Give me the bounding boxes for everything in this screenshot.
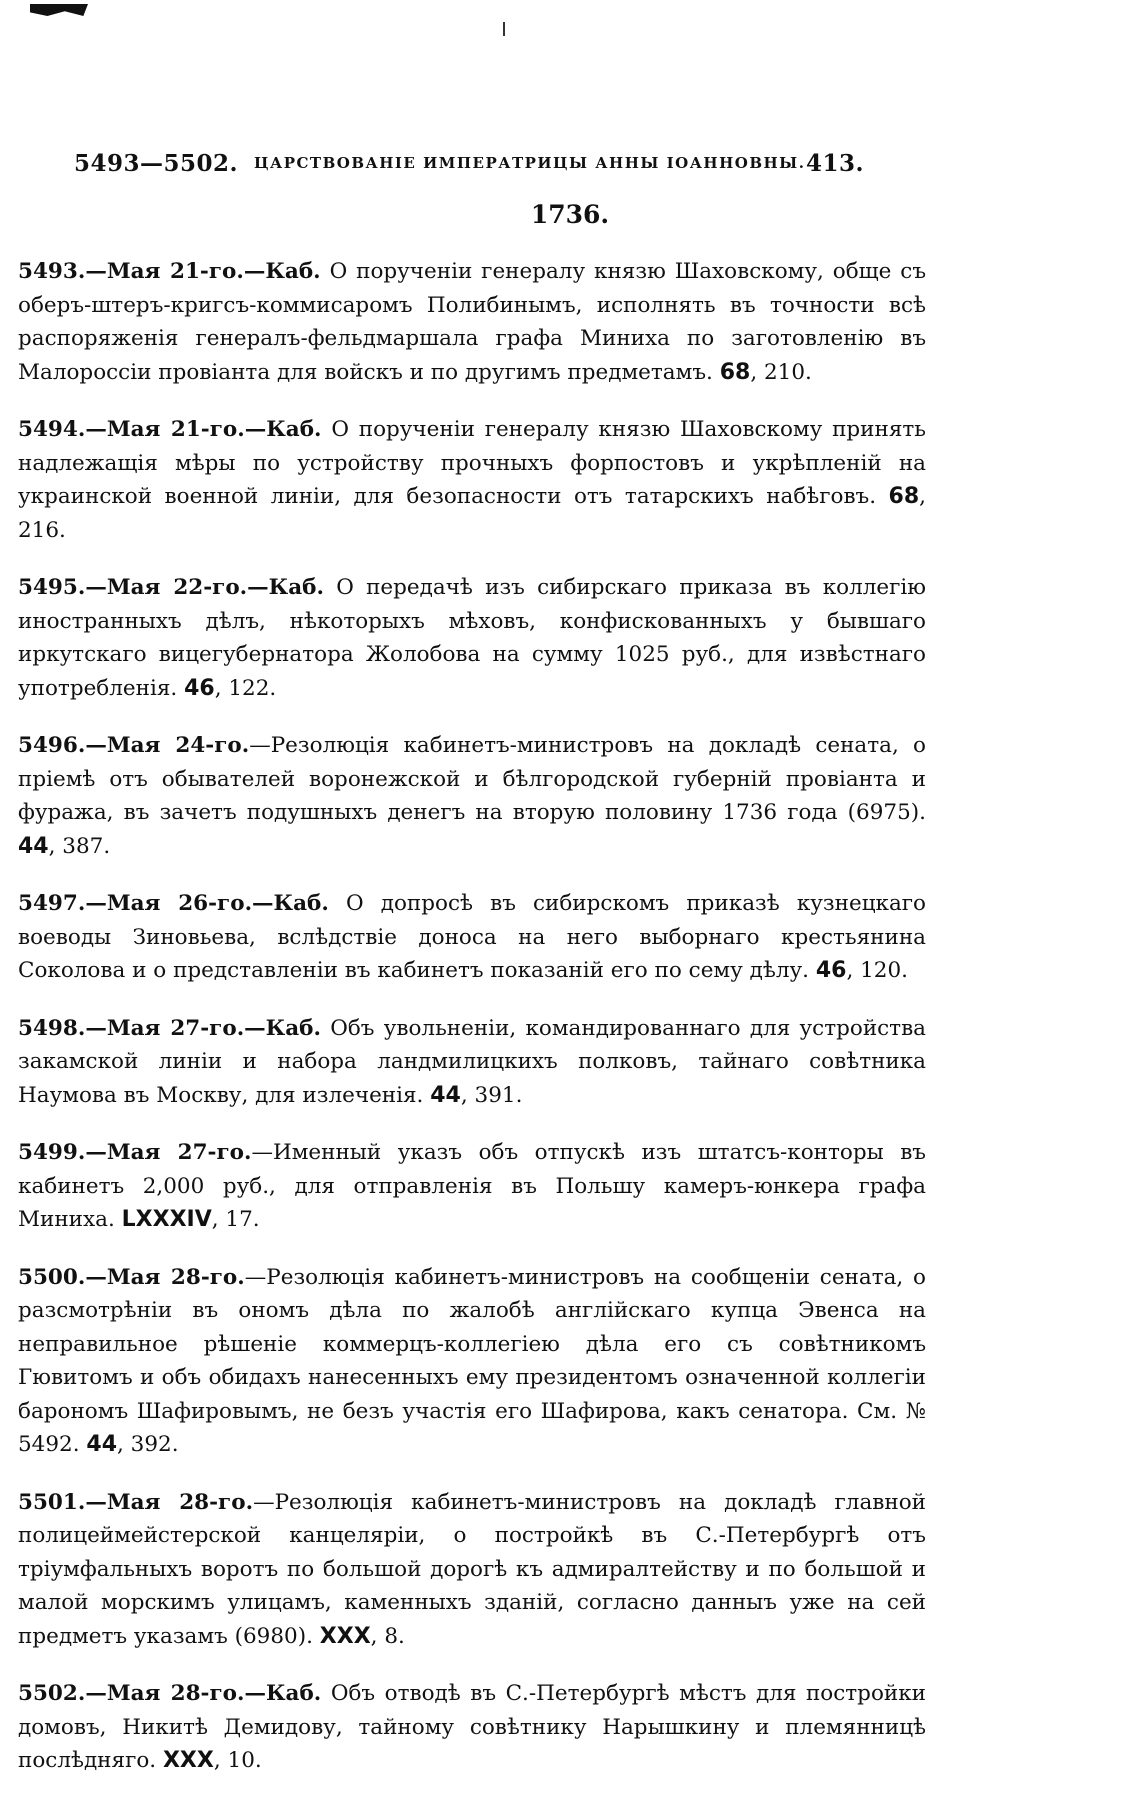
entry-volume: 44 <box>18 833 49 859</box>
entry <box>18 1677 926 1778</box>
running-title: ЦАРСТВОВАНІЕ ИМПЕРАТРИЦЫ АННЫ ІОАННОВНЫ. <box>254 154 806 172</box>
entry-number: 5498. <box>18 1015 86 1041</box>
entry-text: Объ отводѣ въ С.-Петербургѣ мѣстъ для постройки домовъ, Никитѣ Демидову, тайному совѣтнику Нарышкину и племянницѣ послѣдняго. <box>18 1681 926 1773</box>
entry-volume: 44 <box>430 1082 461 1108</box>
entry-page: , 17. <box>211 1207 260 1232</box>
entry-date: —Мая 28-го.—Каб. <box>85 1681 322 1706</box>
entry-text: —Резолюція кабинетъ-министровъ на докладѣ главной полицеймейстерской канцеляріи, о постройкѣ въ С.-Петербургѣ отъ тріумфальныхъ воротъ по большой дорогѣ къ адмиралтейству и по большой и малой морскимъ улицамъ, каменныхъ зданій, согласно данныъ уже на сей предметъ указамъ (6980). <box>18 1489 926 1649</box>
entry-text: О допросѣ въ сибирскомъ приказѣ кузнецкаго воеводы Зиновьева, вслѣдствіе доноса на него выборнаго крестьянина Соколова и о представленіи въ кабинетъ показаній его по сему дѣлу. <box>18 891 926 983</box>
entry-date: —Мая 27-го. <box>85 1140 252 1165</box>
year-heading: 1736. <box>530 200 610 229</box>
entry-date: —Мая 28-го. <box>85 1264 245 1290</box>
entry <box>18 1136 926 1237</box>
entry-volume: XXX <box>319 1623 371 1649</box>
entry-volume: 68 <box>888 484 920 509</box>
entry-volume: XXX <box>162 1748 214 1773</box>
entry-date: —Мая 27-го.—Каб. <box>85 1015 321 1041</box>
entry <box>18 1261 926 1462</box>
entry <box>18 571 926 705</box>
entry-number: 5500. <box>18 1264 86 1290</box>
entry <box>18 413 926 547</box>
entry-volume: 46 <box>815 958 847 983</box>
entry-number: 5497. <box>18 891 86 916</box>
entry-page: , 122. <box>214 675 277 701</box>
entry-number: 5493. <box>18 259 86 284</box>
entry-text: —Резолюція кабинетъ-министровъ на сообщеніи сената, о разсмотрѣніи въ ономъ дѣла по жалобѣ англійскаго купца Эвенса на неправильное рѣшеніе коммерцъ-коллегіею дѣла его съ совѣтникомъ Гювитомъ и объ обидахъ нанесенныхъ ему президентомъ означенной коллегіи барономъ Шафировымъ, не безъ участія его Шафирова, какъ сенатора. См. № 5492. <box>18 1264 926 1457</box>
entry-number: 5494. <box>18 417 86 442</box>
entry-date: —Мая 21-го.—Каб. <box>85 259 321 284</box>
entry-page: , 210. <box>750 359 812 385</box>
entry-page: , 391. <box>460 1082 523 1108</box>
running-header <box>74 150 864 182</box>
entry <box>18 255 926 389</box>
entry <box>18 887 926 988</box>
entry-date: —Мая 28-го. <box>85 1489 254 1515</box>
entry <box>18 1486 926 1654</box>
entry-page: , 120. <box>846 958 908 983</box>
page-number: 413. <box>805 150 864 177</box>
entry-number: 5496. <box>18 733 86 758</box>
entry-text: —Именный указъ объ отпускѣ изъ штатсъ-конторы въ кабинетъ 2,000 руб., для отправленія въ Польшу камеръ-юнкера графа Миниха. <box>18 1140 926 1232</box>
entry-date: —Мая 22-го.—Каб. <box>85 575 324 600</box>
entry-page: , 216. <box>18 484 926 543</box>
entry-text: О порученіи генералу князю Шаховскому принять надлежащія мѣры по устройству прочныхъ форпостовъ и укрѣпленій на украинской военной линіи, для безопасности отъ татарскихъ набѣговъ. <box>18 417 926 509</box>
scan-artifact-tick <box>503 22 505 36</box>
entry-date: —Мая 26-го.—Каб. <box>85 891 329 916</box>
scan-artifact <box>30 4 88 16</box>
entries-list <box>18 255 926 1802</box>
entry-date: —Мая 24-го. <box>85 733 250 758</box>
entry-volume: 44 <box>86 1432 118 1457</box>
entry-date: —Мая 21-го.—Каб. <box>85 417 322 442</box>
entry <box>18 1012 926 1113</box>
entry <box>18 729 926 863</box>
entry-text: Объ увольненіи, командированнаго для устройства закамской линіи и набора ландмилицкихъ полковъ, тайнаго совѣтника Наумова въ Москву, для излеченія. <box>18 1015 927 1108</box>
entry-text: О передачѣ изъ сибирскаго приказа въ коллегію иностранныхъ дѣлъ, нѣкоторыхъ мѣховъ, конфискованныхъ у бывшаго иркутскаго вицегубернатора Жолобова на сумму 1025 руб., для извѣстнаго употребленія. <box>18 575 926 701</box>
entry-number: 5495. <box>18 575 86 600</box>
entry-page: , 10. <box>213 1748 262 1773</box>
entry-number: 5502. <box>18 1681 86 1706</box>
entry-page: , 8. <box>370 1623 405 1649</box>
entry-number: 5501. <box>18 1489 86 1515</box>
entry-page: , 392. <box>117 1432 179 1457</box>
entry-page: , 387. <box>48 833 111 859</box>
entry-text: —Резолюція кабинетъ-министровъ на докладѣ сената, о пріемѣ отъ обывателей воронежской и бѣлгородской губерній провіанта и фуража, въ зачетъ подушныхъ денегъ на вторую половину 1736 года (6975). <box>18 733 926 825</box>
entry-volume: 46 <box>184 675 215 701</box>
entry-number: 5499. <box>18 1140 86 1165</box>
entry-volume: LXXXIV <box>121 1207 212 1232</box>
entry-volume: 68 <box>719 359 751 385</box>
entry-range: 5493—5502. <box>74 150 239 177</box>
entry-text: О порученіи генералу князю Шаховскому, обще съ оберъ-штеръ-кригсъ-коммисаромъ Полибинымъ, исполнять въ точности всѣ распоряженія генералъ-фельдмаршала графа Миниха по заготовленію въ Малороссіи провіанта для войскъ и по другимъ предметамъ. <box>18 259 927 385</box>
